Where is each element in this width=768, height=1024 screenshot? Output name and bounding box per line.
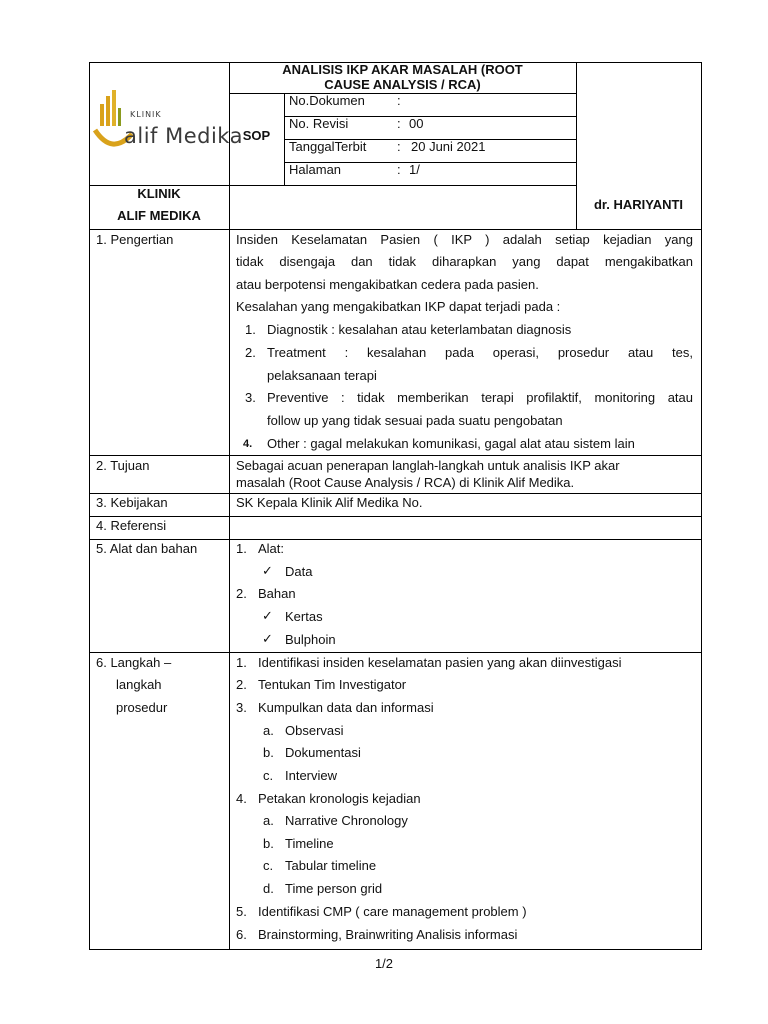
list-number: 6.	[236, 927, 247, 942]
pengertian-paragraph-line: atau berpotensi mengakibatkan cedera pada pasien.	[236, 277, 539, 292]
document-title-line1: ANALISIS IKP AKAR MASALAH (ROOT	[282, 62, 523, 77]
clinic-name-line1: KLINIK	[137, 186, 181, 201]
pengertian-item-treatment-cont: pelaksanaan terapi	[267, 368, 377, 383]
list-number: 2.	[236, 586, 247, 601]
meta-label-no-dokumen: No.Dokumen	[289, 93, 365, 108]
logo-small-text: KLINIK	[130, 110, 162, 119]
list-number: 4.	[236, 791, 247, 806]
list-number: 1.	[236, 541, 247, 556]
alat-item-data: Data	[285, 564, 313, 579]
sub-list-letter: b.	[263, 745, 274, 760]
bahan-label: Bahan	[258, 586, 296, 601]
section-label-langkah: 6. Langkah –	[96, 655, 172, 670]
pengertian-item-treatment: Treatment : kesalahan pada operasi, prosedur atau tes,	[267, 345, 693, 360]
section-label-pengertian: 1. Pengertian	[96, 232, 174, 247]
checkmark-icon	[262, 608, 273, 624]
sub-list-letter: a.	[263, 723, 274, 738]
section-label-tujuan: 2. Tujuan	[96, 458, 150, 473]
meta-sep: :	[397, 93, 401, 108]
sop-label: SOP	[242, 128, 271, 143]
bahan-item-kertas: Kertas	[285, 609, 323, 624]
meta-value-tanggal-terbit: 20 Juni 2021	[411, 139, 486, 154]
pengertian-item-preventive-cont: follow up yang tidak sesuai pada suatu pengobatan	[267, 413, 563, 428]
meta-label-halaman: Halaman	[289, 162, 342, 177]
list-number: 2.	[245, 345, 256, 360]
sub-list-letter: b.	[263, 836, 274, 851]
sub-list-letter: d.	[263, 881, 274, 896]
sub-list-letter: a.	[263, 813, 274, 828]
step-tim-investigator: Tentukan Tim Investigator	[258, 677, 407, 692]
substep-observasi: Observasi	[285, 723, 344, 738]
tujuan-line: Sebagai acuan penerapan langlah-langkah untuk analisis IKP akar	[236, 458, 620, 473]
pengertian-item-diagnostik: Diagnostik : kesalahan atau keterlambatan diagnosis	[267, 322, 572, 337]
pengertian-item-other: Other : gagal melakukan komunikasi, gagal alat atau sistem lain	[267, 436, 635, 451]
section-label-langkah: langkah	[116, 677, 162, 692]
checkmark-icon	[262, 631, 273, 647]
list-number: 4.	[243, 438, 253, 450]
substep-dokumentasi: Dokumentasi	[285, 745, 361, 760]
list-number: 3.	[245, 390, 256, 405]
signatory-name: dr. HARIYANTI	[593, 197, 684, 212]
pengertian-paragraph-2: Kesalahan yang mengakibatkan IKP dapat terjadi pada :	[236, 299, 561, 314]
meta-sep: :	[397, 116, 401, 131]
list-number: 1.	[236, 655, 247, 670]
pengertian-paragraph-line: Insiden Keselamatan Pasien ( IKP ) adalah setiap kejadian yang	[236, 232, 693, 247]
checkmark-icon	[262, 563, 273, 579]
tujuan-line: masalah (Root Cause Analysis / RCA) di Klinik Alif Medika.	[236, 475, 575, 490]
meta-sep: :	[397, 162, 401, 177]
page-number: 1/2	[374, 956, 394, 971]
list-number: 2.	[236, 677, 247, 692]
substep-time-person-grid: Time person grid	[285, 881, 383, 896]
meta-label-tanggal-terbit: TanggalTerbit	[289, 139, 367, 154]
meta-label-no-revisi: No. Revisi	[289, 116, 349, 131]
section-label-alat-bahan: 5. Alat dan bahan	[96, 541, 198, 556]
meta-sep: :	[397, 139, 401, 154]
clinic-name-line2: ALIF MEDIKA	[117, 208, 201, 223]
alat-label: Alat:	[258, 541, 285, 556]
step-identifikasi-insiden: Identifikasi insiden keselamatan pasien yang akan diinvestigasi	[258, 655, 622, 670]
step-identifikasi-cmp: Identifikasi CMP ( care management problem )	[258, 904, 527, 919]
pengertian-paragraph-line: tidak disengaja dan tidak diharapkan yang dapat mengakibatkan	[236, 254, 693, 269]
list-number: 5.	[236, 904, 247, 919]
list-number: 1.	[245, 322, 256, 337]
section-label-langkah: prosedur	[116, 700, 168, 715]
step-brainstorming: Brainstorming, Brainwriting Analisis informasi	[258, 927, 518, 942]
substep-timeline: Timeline	[285, 836, 334, 851]
document-title-line2: CAUSE ANALYSIS / RCA)	[324, 77, 481, 92]
meta-value-halaman: 1/	[409, 162, 420, 177]
substep-interview: Interview	[285, 768, 338, 783]
substep-narrative-chronology: Narrative Chronology	[285, 813, 408, 828]
substep-tabular-timeline: Tabular timeline	[285, 858, 377, 873]
pengertian-item-preventive: Preventive : tidak memberikan terapi profilaktif, monitoring atau	[267, 390, 693, 405]
kebijakan-text: SK Kepala Klinik Alif Medika No.	[236, 495, 423, 510]
section-label-kebijakan: 3. Kebijakan	[96, 495, 168, 510]
list-number: 3.	[236, 700, 247, 715]
logo-main-text: alif Medika	[124, 124, 243, 148]
sub-list-letter: c.	[263, 858, 274, 873]
sub-list-letter: c.	[263, 768, 274, 783]
meta-value-no-revisi: 00	[409, 116, 424, 131]
bahan-item-bulphoin: Bulphoin	[285, 632, 336, 647]
step-petakan-kronologis: Petakan kronologis kejadian	[258, 791, 421, 806]
step-kumpulkan-data: Kumpulkan data dan informasi	[258, 700, 434, 715]
section-label-referensi: 4. Referensi	[96, 518, 167, 533]
